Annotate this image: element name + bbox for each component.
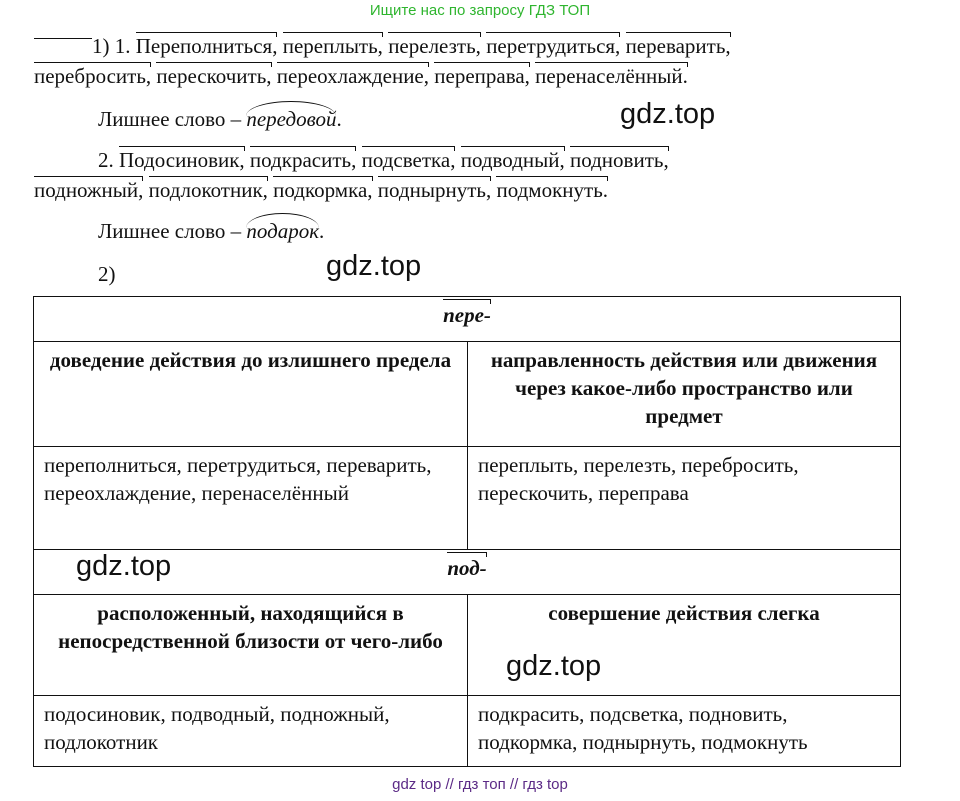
prefix-word: поднырнуть, xyxy=(377,178,492,202)
prefix-word: подкрасить, xyxy=(249,148,357,172)
watermark-gdz: gdz.top xyxy=(76,550,172,582)
prefix-pod-label: под- xyxy=(447,556,487,580)
category-cell: расположенный, находящийся в непосредственной близости от чего-либо xyxy=(34,595,468,696)
table-row-per-title xyxy=(34,297,901,342)
odd-word-label: Лишнее слово – xyxy=(98,219,247,243)
prefix-word: перелезть, xyxy=(388,34,481,58)
prefix-word: переохлаждение, xyxy=(276,64,430,88)
prefix-per-label: пере- xyxy=(443,303,491,327)
task2-label: 2) xyxy=(98,262,116,286)
watermark-gdz: gdz.top xyxy=(620,98,716,130)
prefix-word: переварить, xyxy=(625,34,731,58)
words-cell: переполниться, перетрудиться, переварить, переохлаждение, перенаселённый xyxy=(34,447,468,550)
words-cell: подосиновик, подводный, подножный, подлокотник xyxy=(34,696,468,767)
table-row-pod-words xyxy=(34,696,901,767)
odd-word-line-2 xyxy=(34,219,324,243)
prefix-word: подкормка, xyxy=(273,178,373,202)
prefix-word: Переполниться, xyxy=(135,34,278,58)
task-number: 2. xyxy=(98,148,119,172)
category-cell: доведение действия до излишнего предела xyxy=(34,342,468,447)
odd-word: передовой xyxy=(246,107,337,131)
words-cell: подкрасить, подсветка, подновить, подкормка, поднырнуть, подмокнуть xyxy=(468,696,901,767)
prefix-table xyxy=(33,296,901,767)
prefix-title-per xyxy=(34,297,901,342)
odd-word-line-1 xyxy=(34,107,342,131)
table-row-pod-categories xyxy=(34,595,901,696)
task1-line2 xyxy=(34,64,688,88)
indent-blank xyxy=(34,36,92,58)
watermark-gdz: gdz.top xyxy=(506,650,602,682)
prefix-word: подмокнуть. xyxy=(496,178,609,202)
prefix-word: Подосиновик, xyxy=(119,148,245,172)
odd-word: подарок xyxy=(246,219,320,243)
odd-word-end: . xyxy=(319,219,325,243)
prefix-word: перескочить, xyxy=(156,64,272,88)
top-banner[interactable]: Ищите нас по запросу ГДЗ ТОП xyxy=(369,2,591,19)
odd-word-end: . xyxy=(336,107,342,131)
bottom-banner[interactable]: gdz top // гдз топ // гдз top xyxy=(392,776,568,793)
category-cell: совершение действия слегка xyxy=(468,595,901,696)
task1-line4 xyxy=(34,178,608,202)
prefix-word: подлокотник, xyxy=(148,178,268,202)
task1-line1 xyxy=(34,34,731,58)
prefix-word: переплыть, xyxy=(282,34,383,58)
prefix-word: перенаселённый. xyxy=(535,64,688,88)
prefix-word: подсветка, xyxy=(361,148,456,172)
watermark-gdz: gdz.top xyxy=(326,250,422,282)
prefix-word: перебросить, xyxy=(34,64,152,88)
odd-word-label: Лишнее слово – xyxy=(98,107,247,131)
table-row-per-categories xyxy=(34,342,901,447)
category-cell: направленность действия или движения через какое-либо пространство или предмет xyxy=(468,342,901,447)
prefix-word: переправа, xyxy=(434,64,530,88)
prefix-word: подновить, xyxy=(569,148,669,172)
table-row-per-words xyxy=(34,447,901,550)
prefix-word: перетрудиться, xyxy=(486,34,621,58)
words-cell: переплыть, перелезть, перебросить, перескочить, переправа xyxy=(468,447,901,550)
task1-line3 xyxy=(34,148,669,172)
task-number: 1) 1. xyxy=(92,34,136,58)
prefix-word: подножный, xyxy=(34,178,144,202)
prefix-word: подводный, xyxy=(460,148,565,172)
